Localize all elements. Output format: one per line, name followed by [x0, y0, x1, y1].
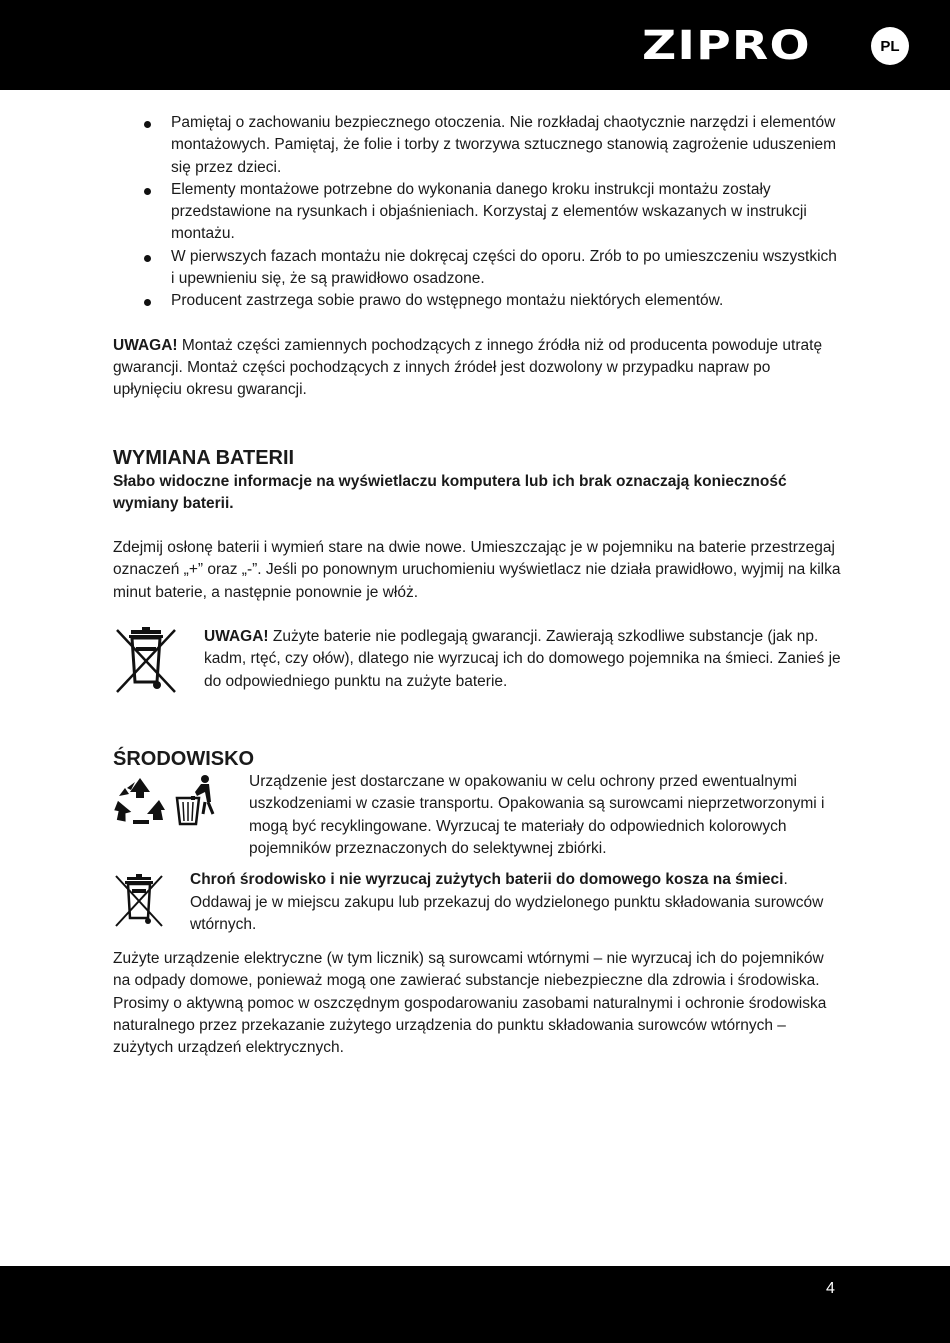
list-item: Elementy montażowe potrzebne do wykonania danego kroku instrukcji montażu zostały przedstawione na rysunkach i objaśnieniach. Korzystaj z elementów wskazanych w instrukcji montażu. [171, 179, 843, 246]
page-footer [0, 1266, 950, 1343]
recycle-icon [113, 774, 167, 826]
page-number: 4 [826, 1280, 835, 1297]
warning-text: Montaż części zamiennych pochodzących z innego źródła niż od producenta powoduje utratę gwarancji. Montaż części pochodzących z innych źródeł jest dozwolony w przypadku napraw po upłynięciu okresu gwarancji. [113, 336, 823, 399]
battery-disposal-block [113, 869, 843, 936]
crossed-bin-icon [113, 626, 204, 696]
list-item: Pamiętaj o zachowaniu bezpiecznego otoczenia. Nie rozkładaj chaotycznie narzędzi i elementów montażowych. Pamiętaj, że folie i torby z tworzywa sztucznego stanowią zagrożenie uduszeniem się przez dzieci. [171, 112, 843, 179]
battery-warning-block [113, 626, 843, 696]
language-badge: PL [871, 27, 909, 65]
zipro-logo: ZIPRO [642, 23, 811, 69]
assembly-bullet-list [113, 112, 843, 313]
battery-disposal-bold: Chroń środowisko i nie wyrzucaj zużytych baterii do domowego kosza na śmieci [190, 871, 784, 889]
packaging-text: Urządzenie jest dostarczane w opakowaniu w celu ochrony przed ewentualnymi uszkodzeniami w czasie transportu. Opakowania są surowcami nieprzetworzonymi i mogą być recyklingowane. Wyrzucaj te materiały do odpowiednich kolorowych pojemników przeznaczonych do selektywnej zbiórki. [249, 773, 825, 857]
crossed-battery-bin-icon [113, 869, 190, 929]
page-header [0, 0, 950, 90]
warning-label: UWAGA! [113, 336, 178, 354]
list-item: Producent zastrzega sobie prawo do wstępnego montażu niektórych elementów. [171, 290, 843, 312]
page-content [113, 112, 843, 1060]
list-item: W pierwszych fazach montażu nie dokręcaj części do oporu. Zrób to po umieszczeniu wszystkich i upewnieniu się, że są prawidłowo osadzone. [171, 246, 843, 291]
battery-section-title: WYMIANA BATERII [113, 446, 295, 469]
environment-section-title: ŚRODOWISKO [113, 748, 255, 771]
battery-disposal-text: Chroń środowisko i nie wyrzucaj zużytych baterii do domowego kosza na śmieci. Oddawaj je w miejscu zakupu lub przekazuj do wydzielonego punktu składowania surowców wtórnych. [190, 871, 824, 933]
packaging-block [113, 771, 843, 860]
warning-text: Zużyte baterie nie podlegają gwarancji. Zawierają szkodliwe substancje (jak np. kadm, rtęć, czy ołów), dlatego nie wyrzucaj ich do domowego pojemnika na śmieci. Zanieś je do odpowiedniego punktu na zużyte baterie. [204, 628, 841, 690]
weee-text: Zużyte urządzenie elektryczne (w tym licznik) są surowcami wtórnymi – nie wyrzucaj ich do pojemników na odpady domowe, ponieważ mogą one zawierać substancje niebezpieczne dla zdrowia i środowiska. Prosimy o aktywną pomoc w oszczędnym gospodarowaniu zasobami naturalnymi i ochronie środowiska naturalnego przez przekazanie zużytego urządzenia do punktu składowania surowców wtórnych – zużytych urządzeń elektrycznych. [113, 950, 827, 1057]
trash-disposal-icon [175, 774, 219, 826]
battery-subtitle: Słabo widoczne informacje na wyświetlaczu komputera lub ich brak oznaczają konieczność wymiany baterii. [113, 472, 787, 512]
battery-warning [204, 626, 843, 693]
battery-instructions: Zdejmij osłonę baterii i wymień stare na dwie nowe. Umieszczając je w pojemniku na baterie przestrzegaj oznaczeń „+” oraz „-”. Jeśli po ponownym uruchomieniu wyświetlacz nie działa prawidłowo, wyjmij na kilka minut baterie, a następnie ponownie je włóż. [113, 539, 841, 601]
assembly-warning [113, 335, 843, 402]
warning-label: UWAGA! [204, 628, 269, 646]
